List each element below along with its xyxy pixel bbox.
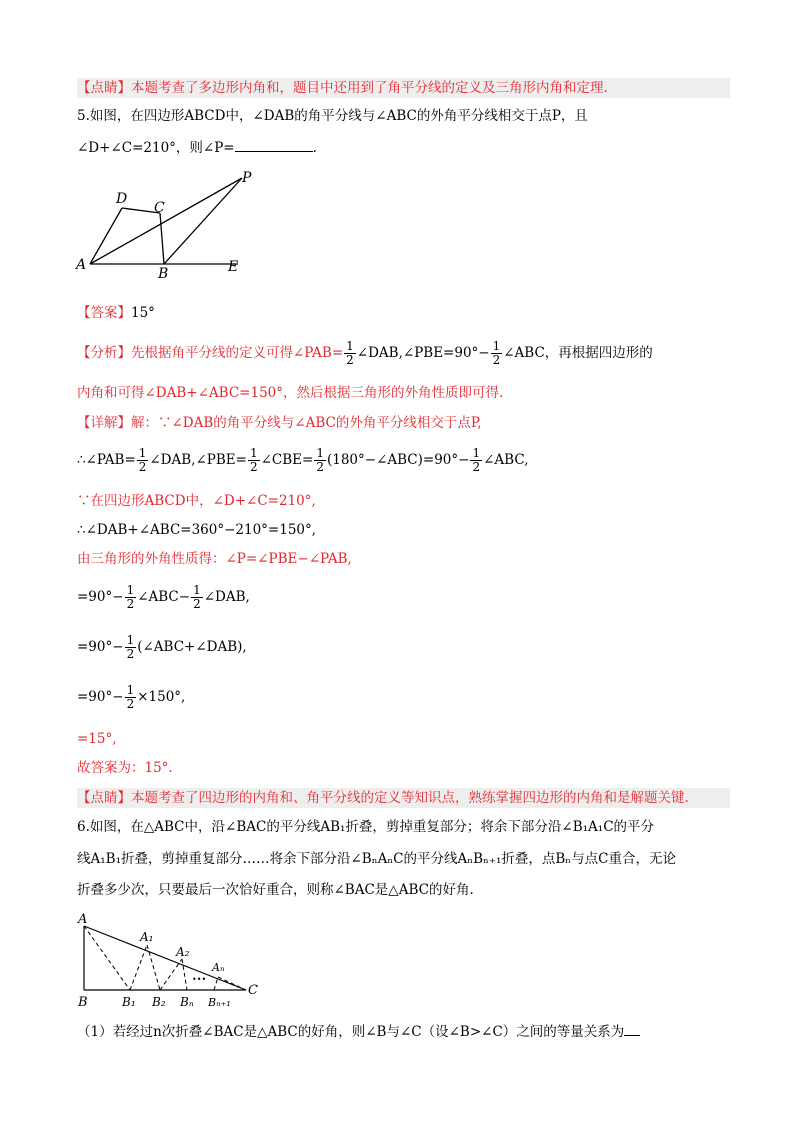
frac-den: 2 [492,353,501,367]
detail-line2 [77,443,730,477]
detail-line1 [77,413,730,433]
detail-8a: =90°− [77,689,124,705]
label-C: C [154,200,165,216]
label-A2: A₂ [176,945,190,959]
label-B: B [158,266,169,280]
detail-2d: (180°−∠ABC)=90°− [326,452,470,468]
fraction-half [191,584,203,611]
frac-den: 2 [126,697,135,711]
detail-7a: =90°− [77,639,124,655]
frac-num: 1 [138,446,147,460]
detail-7b: (∠ABC+∠DAB), [137,639,247,655]
answer-value: 15° [131,305,155,321]
comment-tag: 【点睛】 [77,80,131,96]
detail-2b: ∠DAB,∠PBE= [149,452,247,468]
detail-6a: =90°− [77,589,124,605]
detail-line3 [77,491,730,511]
q6-sub1-text: （1）若经过n次折叠∠BAC是△ABC的好角，则∠B与∠C（设∠B>∠C）之间的等量关系为 [77,1024,625,1040]
detail-line7 [77,630,730,664]
q5-stem-line2 [77,137,730,158]
detail-text-1: 解：∵∠DAB的角平分线与∠ABC的外角平分线相交于点P, [131,415,482,431]
frac-num: 1 [126,683,135,697]
detail-6c: ∠DAB, [203,589,250,605]
label-P: P [242,170,252,186]
fraction-half [470,447,482,474]
analysis-text-a: 先根据角平分线的定义可得∠PAB= [131,345,344,361]
q5-figure [70,168,260,280]
detail-2a: ∴∠PAB= [77,452,136,468]
label-dots: ••• [192,975,207,984]
q6-figure [74,908,274,1012]
frac-den: 2 [249,460,258,474]
frac-num: 1 [126,583,135,597]
analysis-text-b: ∠DAB,∠PBE=90°− [356,345,490,361]
detail-8b: ×150°, [137,689,186,705]
q6-stem-line3: 折叠多少次，只要最后一次恰好重合，则称∠BAC是△ABC的好角. [77,882,474,898]
detail-6b: ∠ABC− [137,589,191,605]
answer-blank [235,137,313,152]
frac-den: 2 [138,460,147,474]
detail-line9: =15°, [77,731,117,747]
detail-2c: ∠CBE= [260,452,314,468]
frac-den: 2 [126,597,135,611]
comment-text: 本题考查了四边形的内角和、角平分线的定义等知识点，熟练掌握四边形的内角和是解题关键. [131,790,689,806]
frac-num: 1 [193,583,201,597]
answer-blank [624,1022,640,1036]
detail-text-3: ∵在四边形ABCD中，∠D+∠C=210°, [77,493,316,509]
frac-num: 1 [492,339,501,353]
q5-comment-line [77,788,730,808]
label-A: A [76,257,87,273]
detail-line5: 由三角形的外角性质得：∠P=∠PBE−∠PAB, [77,551,352,567]
frac-den: 2 [193,597,201,611]
frac-num: 1 [472,446,481,460]
answer-tag: 【答案】 [77,305,131,321]
fraction-half [491,340,503,367]
comment-text: 本题考查了多边形内角和，题目中还用到了角平分线的定义及三角形内角和定理. [131,80,608,96]
frac-den: 2 [316,460,324,474]
q5-stem-line1: 5.如图，在四边形ABCD中，∠DAB的角平分线与∠ABC的外角平分线相交于点P，且 [77,108,588,124]
label-B1: B₁ [122,995,136,1009]
q6-sub1-line [77,1022,740,1042]
q6-stem-line2: 线A₁B₁折叠，剪掉重复部分……将余下部分沿∠BₙAₙC的平分线AₙBₙ₊₁折叠，点Bₙ与点C重合，无论 [77,851,676,867]
label-An: Aₙ [212,961,225,974]
frac-num: 1 [126,633,135,647]
q6-stem-line1: 6.如图，在△ABC中，沿∠BAC的平分线AB₁折叠，剪掉重复部分；将余下部分沿∠B₁A₁C的平分 [77,819,655,835]
q5-stem-end: . [312,140,317,156]
frac-den: 2 [472,460,481,474]
detail-line6 [77,580,730,614]
label-B2: B₂ [152,995,166,1009]
analysis-text-c: ∠ABC，再根据四边形的 [503,345,653,361]
label-C: C [248,983,258,998]
label-Bn1: Bₙ₊₁ [208,996,231,1009]
label-A: A [78,912,88,927]
label-Bn: Bₙ [180,995,194,1009]
frac-den: 2 [126,647,135,661]
frac-num: 1 [249,446,258,460]
detail-line4: ∴∠DAB+∠ABC=360°−210°=150°, [77,522,317,538]
frac-num: 1 [316,446,324,460]
fraction-half [248,447,260,474]
q5-stem-text: ∠D+∠C=210°，则∠P= [77,140,235,156]
prev-comment-line [77,78,730,98]
fraction-half [314,447,326,474]
fraction-half [125,634,137,661]
detail-line10: 故答案为：15°. [77,760,173,776]
answer-line [77,303,730,323]
detail-line8 [77,680,730,714]
detail-2e: ∠ABC, [483,452,529,468]
fraction-half [125,684,137,711]
frac-num: 1 [346,339,354,353]
fraction-half [137,447,149,474]
label-A1: A₁ [140,930,154,944]
detail-tag: 【详解】 [77,415,131,431]
analysis-line2: 内角和可得∠DAB+∠ABC=150°，然后根据三角形的外角性质即可得. [77,385,504,401]
label-E: E [228,259,239,275]
frac-den: 2 [346,353,354,367]
fraction-half [125,584,137,611]
analysis-tag: 【分析】 [77,345,131,361]
analysis-line1 [77,336,730,370]
label-D: D [116,191,128,207]
label-B: B [78,995,88,1010]
comment-tag: 【点睛】 [77,790,131,806]
fraction-half [344,340,356,367]
